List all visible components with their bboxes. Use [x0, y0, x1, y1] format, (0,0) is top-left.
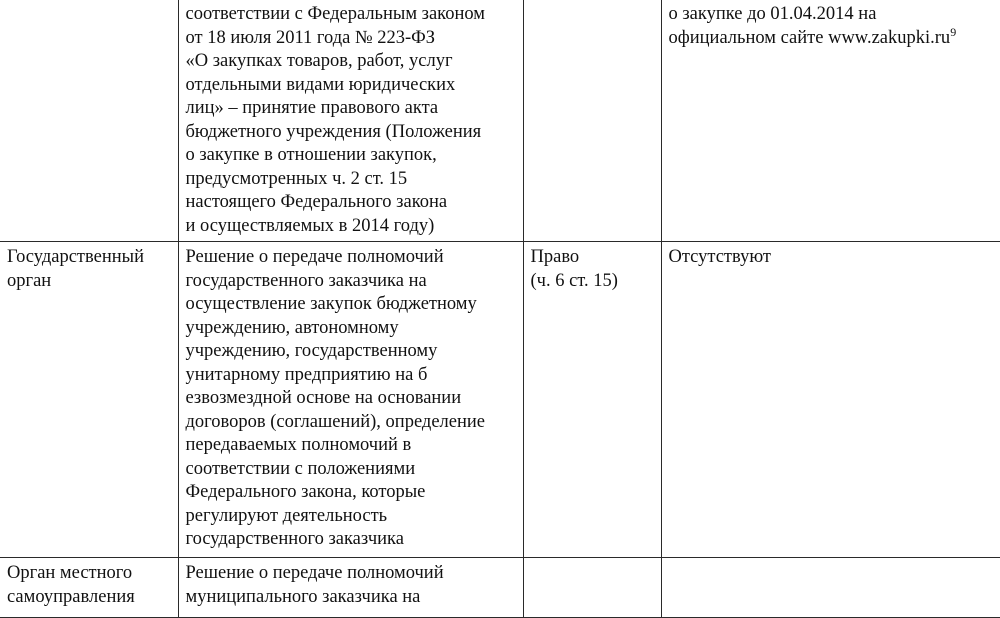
basis-cell: Решение о передаче полномочий муниципального заказчика на — [178, 558, 523, 618]
note-text: о закупке до 01.04.2014 на официальном сайте www.zakupki.ru — [668, 4, 951, 48]
right-cell — [523, 0, 661, 242]
right-cell — [523, 558, 661, 618]
table-row — [0, 558, 1000, 618]
note-cell: Отсутствуют — [661, 242, 1000, 558]
footnote-marker: 9 — [950, 24, 957, 39]
basis-cell: соответствии с Федеральным законом от 18 июля 2011 года № 223-ФЗ «О закупках товаров, работ, услуг отдельными видами юридических лиц» – принятие правового акта бюджетного учреждения (Положения о закупке в отношении закупок, предусмотренных ч. 2 ст. 15 настоящего Федерального закона и осуществляемых в 2014 году) — [178, 0, 523, 242]
subject-cell: Государственный орган — [0, 242, 178, 558]
note-cell — [661, 0, 1000, 242]
subject-cell — [0, 0, 178, 242]
subject-cell: Орган местного самоуправления — [0, 558, 178, 618]
table-row — [0, 0, 1000, 242]
note-cell — [661, 558, 1000, 618]
table-row — [0, 242, 1000, 558]
right-cell: Право (ч. 6 ст. 15) — [523, 242, 661, 558]
basis-cell: Решение о передаче полномочий государственного заказчика на осуществление закупок бюджетному учреждению, автономному учреждению, государственному унитарному предприятию на б езвозмездной основе на основании договоров (соглашений), определение передаваемых полномочий в соответствии с положениями Федерального закона, которые регулируют деятельность государственного заказчика — [178, 242, 523, 558]
